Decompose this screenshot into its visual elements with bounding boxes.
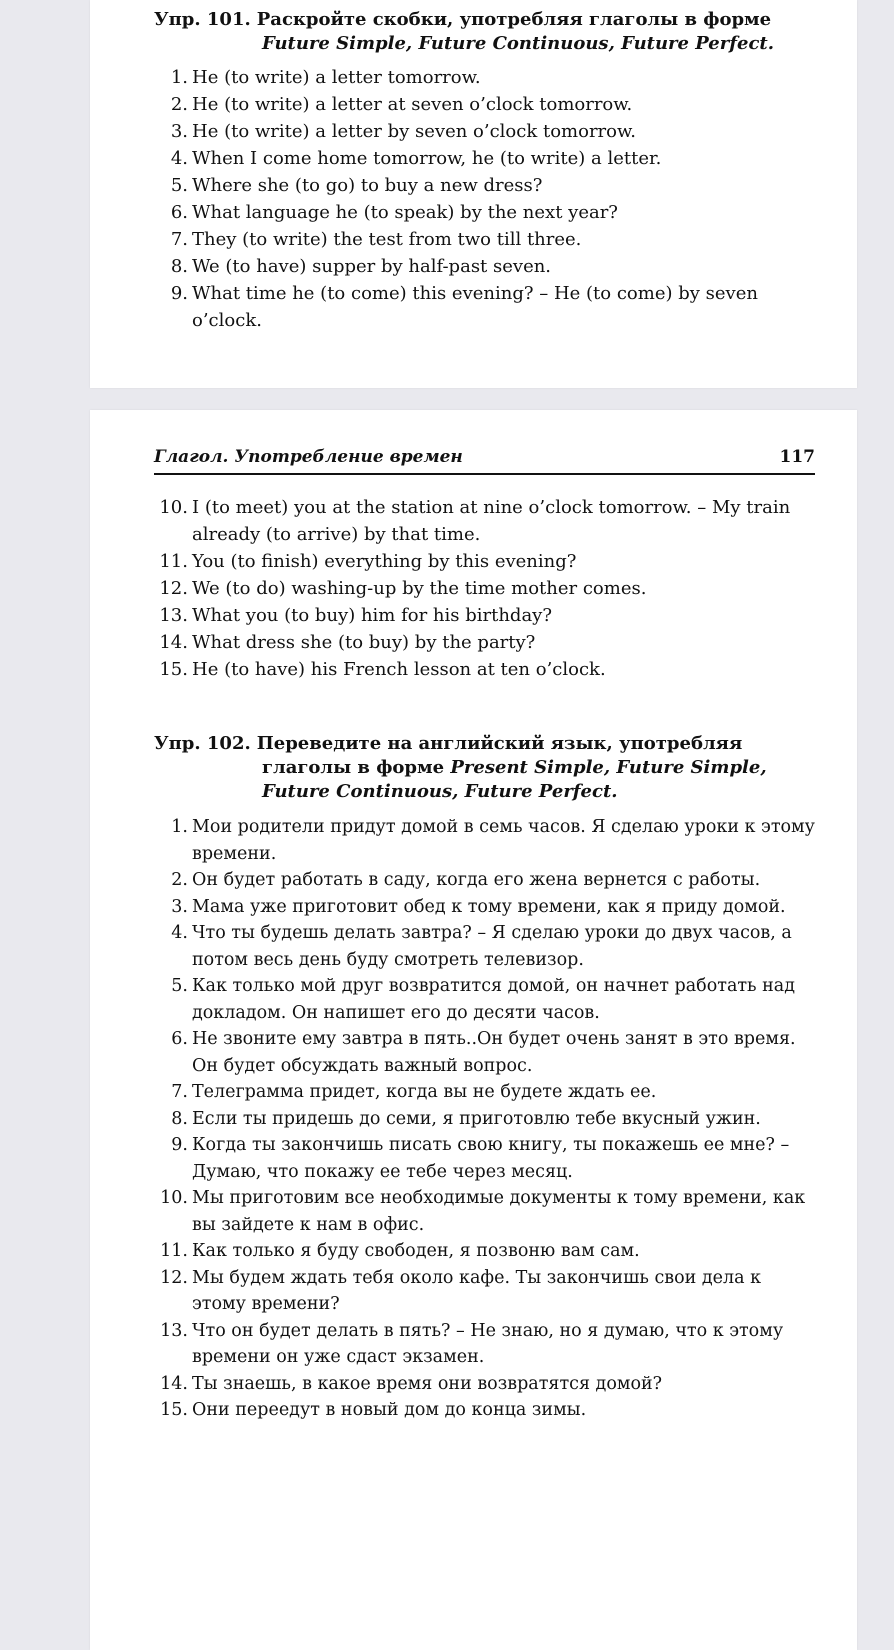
list-item: 10. I (to meet) you at the station at nine o’clock tomorrow. – My train already (to arrive) by that time.: [159, 497, 791, 545]
exercise-102-heading: [154, 732, 813, 804]
list-item: 12. Мы будем ждать тебя около кафе. Ты закончишь свои дела к этому времени?: [160, 1267, 762, 1314]
exercise-instruction: Переведите на английский язык, употребляя: [256, 733, 743, 754]
running-head-title: Глагол. Употребление времен: [154, 447, 463, 467]
exercise-number: Упр. 101.: [154, 9, 251, 30]
list-item: 10. Мы приготовим все необходимые документы к тому времени, как вы зайдете к нам в офис.: [160, 1188, 806, 1235]
list-item: 1. Мои родители придут домой в семь часов. Я сделаю уроки к этому времени.: [171, 817, 815, 864]
exercise-instruction-cont: глаголы в форме: [262, 757, 451, 778]
list-item: 3. Мама уже приготовит обед к тому времени, как я приду домой.: [171, 896, 786, 917]
list-item: 12. We (to do) washing-up by the time mother comes.: [159, 578, 647, 599]
exercise-101-list: [150, 64, 817, 334]
page-number: 117: [779, 447, 815, 467]
list-item: 5. Where she (to go) to buy a new dress?: [170, 175, 543, 196]
list-item: 8. We (to have) supper by half-past seven.: [170, 256, 552, 277]
running-head: [154, 447, 815, 475]
page-lower: [90, 410, 857, 1650]
exercise-instruction: Раскройте скобки, употребляя глаголы в форме: [256, 9, 772, 30]
tense-forms-cont: Future Continuous, Future Perfect.: [262, 781, 618, 802]
list-item: 7. They (to write) the test from two till three.: [170, 229, 582, 250]
list-item: 7. Телеграмма придет, когда вы не будете ждать ее.: [171, 1082, 657, 1102]
list-item: 4. Что ты будешь делать завтра? – Я сделаю уроки до двух часов, а потом весь день буду смотреть телевизор.: [171, 923, 792, 970]
exercise-102-list: [150, 814, 817, 1424]
list-item: 14. What dress she (to buy) by the party?: [159, 632, 536, 653]
exercise-number: Упр. 102.: [154, 733, 251, 754]
list-item: 9. Когда ты закончишь писать свою книгу, ты покажешь ее мне? – Думаю, что покажу ее тебе через месяц.: [171, 1135, 790, 1182]
list-item: 15. He (to have) his French lesson at ten o’clock.: [159, 659, 606, 680]
list-item: 6. What language he (to speak) by the next year?: [170, 202, 618, 223]
exercise-101-heading: [154, 8, 813, 56]
page-upper: [90, 0, 857, 388]
list-item: 15. Они переедут в новый дом до конца зимы.: [160, 1400, 587, 1420]
list-item: 11. You (to finish) everything by this evening?: [159, 551, 577, 572]
list-item: 14. Ты знаешь, в какое время они возвратятся домой?: [160, 1373, 663, 1394]
list-item: 11. Как только я буду свободен, я позвоню вам сам.: [160, 1241, 640, 1261]
list-item: 2. He (to write) a letter at seven o’clock tomorrow.: [170, 94, 633, 115]
list-item: 13. What you (to buy) him for his birthday?: [159, 605, 552, 626]
list-item: 13. Что он будет делать в пять? – Не знаю, но я думаю, что к этому времени он уже сдаст экзамен.: [160, 1320, 784, 1367]
list-item: 1. He (to write) a letter tomorrow.: [170, 67, 481, 88]
list-item: 5. Как только мой друг возвратится домой, он начнет работать над докладом. Он напишет его до десяти часов.: [171, 976, 796, 1023]
list-item: 9. What time he (to come) this evening? – He (to come) by seven o’clock.: [170, 283, 758, 331]
list-item: 2. Он будет работать в саду, когда его жена вернется с работы.: [171, 870, 761, 890]
list-item: 4. When I come home tomorrow, he (to write) a letter.: [170, 148, 662, 169]
list-item: 8. Если ты придешь до семи, я приготовлю тебе вкусный ужин.: [171, 1108, 761, 1129]
tense-forms: Present Simple, Future Simple,: [450, 757, 767, 778]
list-item: 3. He (to write) a letter by seven o’clock tomorrow.: [170, 121, 636, 142]
tense-forms: Future Simple, Future Continuous, Future Perfect.: [262, 33, 774, 54]
exercise-101-list-continued: [150, 494, 817, 683]
list-item: 6. Не звоните ему завтра в пять..Он будет очень занят в это время. Он будет обсуждать важный вопрос.: [171, 1029, 796, 1076]
